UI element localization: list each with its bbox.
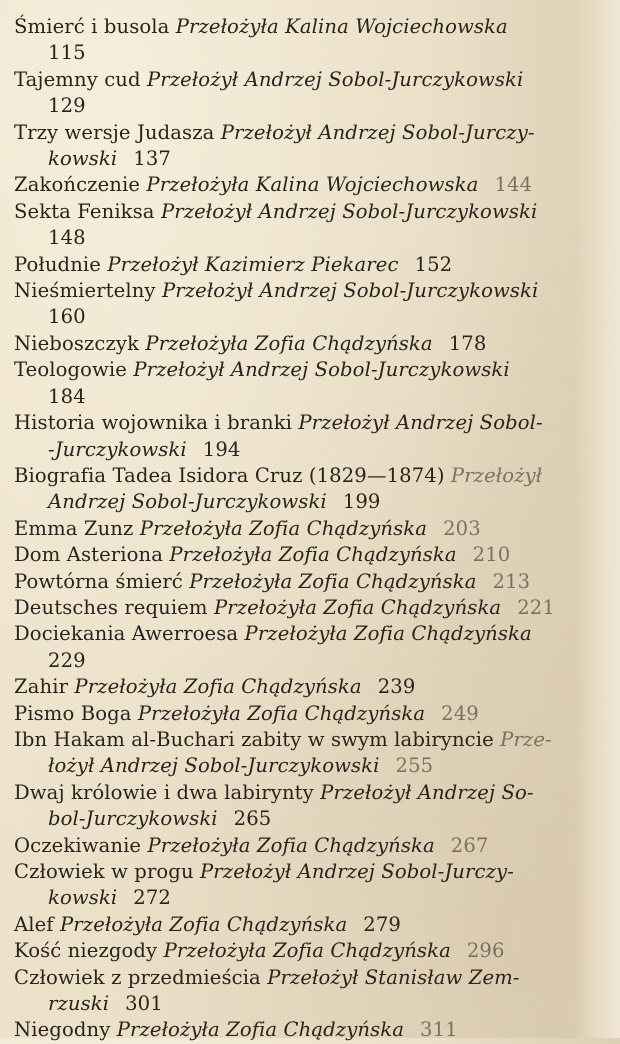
story-title: Trzy wersje Judasza <box>14 120 215 144</box>
story-title: Dom Asteriona <box>14 543 164 567</box>
story-title: Biografia Tadea Isidora Cruz (1829—1874) <box>14 463 445 487</box>
translator: Przełożyła Zofia Chądzyńska <box>189 569 477 593</box>
toc-entry <box>14 463 620 516</box>
translator: Przełożyła Zofia Chądzyńska <box>244 622 532 646</box>
page-number: 296 <box>466 939 505 963</box>
page-number: 148 <box>48 226 86 250</box>
translator: Przełożyła Zofia Chądzyńska <box>137 701 426 725</box>
story-title: Dociekania Awerroesa <box>14 622 239 646</box>
translator: Przełożył Andrzej So- <box>320 780 534 804</box>
story-title: Południe <box>14 252 101 276</box>
toc-entry <box>14 199 620 252</box>
story-title: Dwaj królowie i dwa labirynty <box>14 780 314 804</box>
page-number: 210 <box>472 543 511 567</box>
translator-continued: -Jurczykowski <box>48 437 187 461</box>
page-number: 279 <box>363 912 401 936</box>
translator: Przełożyła Zofia Chądzyńska <box>116 1018 405 1042</box>
toc-entry <box>14 674 620 700</box>
page-number: 203 <box>443 516 481 540</box>
story-title: Zahir <box>14 675 69 699</box>
toc-entry <box>14 859 620 912</box>
translator: Przełożyła Zofia Chądzyńska <box>169 543 457 567</box>
story-title: Tajemny cud <box>14 67 141 91</box>
page-number: 213 <box>492 569 531 593</box>
translator: Przełożyła Zofia Chądzyńska <box>213 595 502 619</box>
page-number: 311 <box>420 1018 458 1042</box>
story-title: Pismo Boga <box>14 701 132 725</box>
toc-entry <box>14 410 620 463</box>
page-number: 137 <box>133 147 171 171</box>
page-number: 115 <box>48 41 86 65</box>
toc-entry <box>14 120 620 173</box>
page-number: 239 <box>377 675 416 699</box>
toc-entry <box>14 701 620 727</box>
story-title: Emma Zunz <box>14 516 134 540</box>
translator: Przełożył Kazimierz Piekarec <box>107 252 399 276</box>
table-of-contents <box>14 14 620 1044</box>
translator-continued: rzuski <box>48 992 110 1016</box>
toc-entry <box>14 67 620 120</box>
page-number: 267 <box>450 833 489 857</box>
toc-entry <box>14 331 620 357</box>
translator: Przełożyła Zofia Chądzyńska <box>139 516 428 540</box>
toc-entry <box>14 595 620 621</box>
story-title: Nieboszczyk <box>14 331 140 355</box>
translator-continued: Andrzej Sobol-Jurczykowski <box>48 490 327 514</box>
page-number: 255 <box>395 754 434 778</box>
page-number: 199 <box>342 490 381 514</box>
page-number: 184 <box>48 384 86 408</box>
translator: Przełożyła Kalina Wojciechowska <box>146 173 479 197</box>
story-title: Deutsches requiem <box>14 595 208 619</box>
page-number: 144 <box>494 173 533 197</box>
story-title: Człowiek z przedmieścia <box>14 965 261 989</box>
page-number: 178 <box>448 331 487 355</box>
translator: Przełożył <box>450 463 543 487</box>
page-number: 160 <box>48 305 86 329</box>
page-number: 129 <box>48 94 86 118</box>
translator: Przełożyła Zofia Chądzyńska <box>60 912 348 936</box>
translator: Przełożył Andrzej Sobol-Jurczykowski <box>160 199 538 223</box>
toc-entry <box>14 965 620 1018</box>
translator: Przełożył Andrzej Sobol-Jurczy- <box>220 120 535 144</box>
toc-entry <box>14 727 620 780</box>
page-number: 229 <box>48 648 86 672</box>
story-title: Alef <box>14 912 54 936</box>
page-number: 194 <box>202 437 241 461</box>
translator: Przełożył Andrzej Sobol-Jurczykowski <box>133 358 510 382</box>
toc-entry <box>14 252 620 278</box>
toc-entry <box>14 14 620 67</box>
toc-entry <box>14 1017 620 1043</box>
page-number: 265 <box>233 807 272 831</box>
story-title: Niegodny <box>14 1018 111 1042</box>
translator: Przełożyła Zofia Chądzyńska <box>145 331 433 355</box>
translator: Przełożyła Zofia Chądzyńska <box>163 939 451 963</box>
story-title: Oczekiwanie <box>14 833 142 857</box>
translator-continued: łożył Andrzej Sobol-Jurczykowski <box>48 754 380 778</box>
story-title: Nieśmiertelny <box>14 279 156 303</box>
translator: Przełożył Andrzej Sobol-Jurczykowski <box>146 67 524 91</box>
toc-entry <box>14 357 620 410</box>
translator: Przełożył Andrzej Sobol- <box>298 411 543 435</box>
toc-entry <box>14 278 620 331</box>
translator: Przełożył Stanisław Zem- <box>267 965 520 989</box>
page-number: 301 <box>125 992 163 1016</box>
story-title: Sekta Feniksa <box>14 199 155 223</box>
translator-continued: kowski <box>48 147 118 171</box>
translator: Przełożyła Zofia Chądzyńska <box>74 675 362 699</box>
story-title: Teologowie <box>14 358 127 382</box>
toc-entry <box>14 780 620 833</box>
story-title: Powtórna śmierć <box>14 569 183 593</box>
toc-entry <box>14 172 620 198</box>
page-number: 272 <box>133 886 171 910</box>
story-title: Kość niezgody <box>14 939 158 963</box>
toc-entry <box>14 938 620 964</box>
translator: Przełożyła Zofia Chądzyńska <box>147 833 435 857</box>
story-title: Ibn Hakam al-Buchari zabity w swym labiryncie <box>14 727 494 751</box>
toc-entry <box>14 516 620 542</box>
page-number: 249 <box>441 701 479 725</box>
page-number: 152 <box>414 252 453 276</box>
translator: Przełożył Andrzej Sobol-Jurczy- <box>200 860 514 883</box>
toc-entry <box>14 912 620 938</box>
translator: Prze- <box>500 727 552 751</box>
story-title: Śmierć i busola <box>14 15 170 38</box>
story-title: Człowiek w progu <box>14 860 194 883</box>
toc-entry <box>14 621 620 674</box>
page-number: 221 <box>517 595 555 619</box>
story-title: Historia wojownika i branki <box>14 411 293 435</box>
translator-continued: bol-Jurczykowski <box>48 807 218 831</box>
toc-entry <box>14 569 620 595</box>
translator: Przełożyła Kalina Wojciechowska <box>175 15 508 38</box>
toc-entry <box>14 833 620 859</box>
toc-entry <box>14 542 620 568</box>
translator: Przełożył Andrzej Sobol-Jurczykowski <box>161 279 539 303</box>
story-title: Zakończenie <box>14 173 141 197</box>
translator-continued: kowski <box>48 886 118 910</box>
